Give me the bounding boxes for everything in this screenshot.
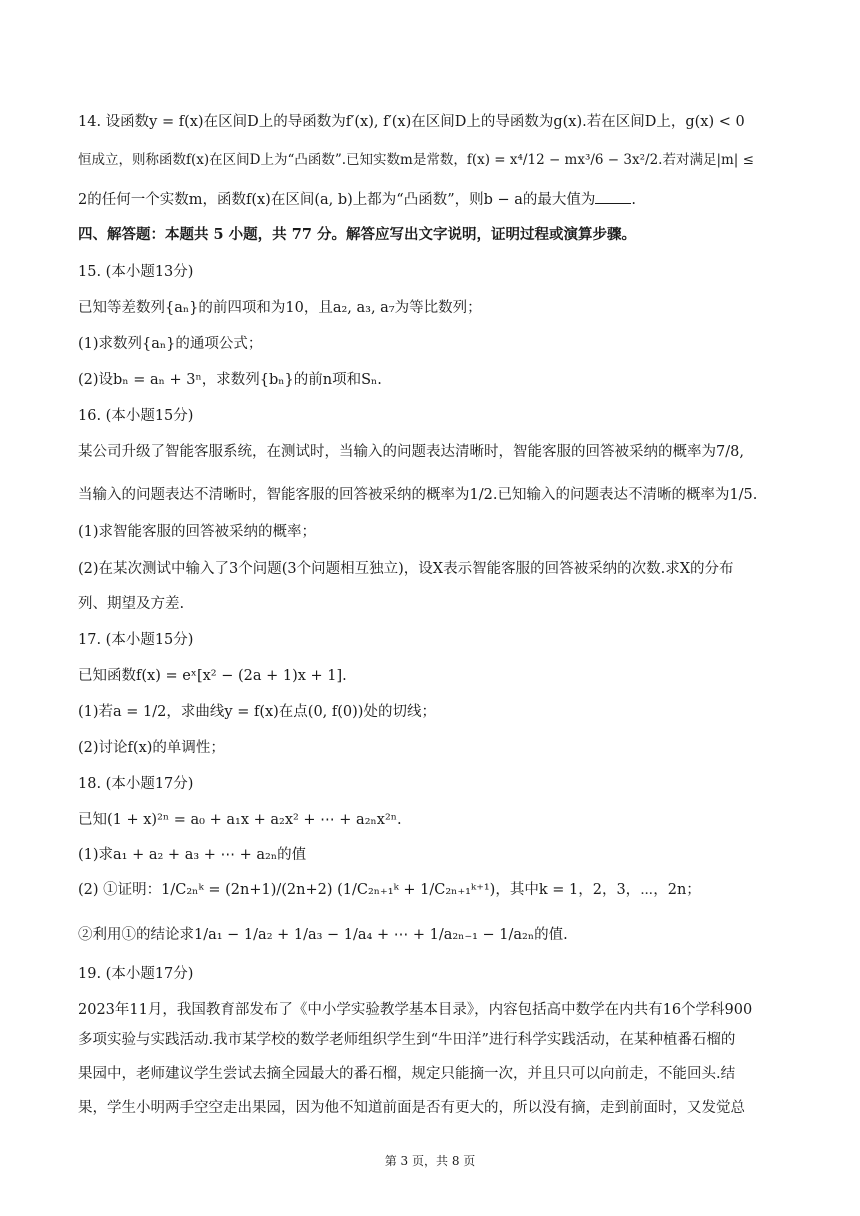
q17-stem: 已知函数f(x) = eˣ[x² − (2a + 1)x + 1]. (78, 668, 347, 684)
q16-part-2-line-2: 列、期望及方差. (78, 596, 185, 612)
q17-part-1: (1)若a = 1/2，求曲线y = f(x)在点(0, f(0))处的切线； (78, 704, 436, 720)
q16-stem-2: 当输入的问题表达不清晰时，智能客服的回答被采纳的概率为1/2.已知输入的问题表达不清晰的概率为1/5. (78, 487, 758, 503)
q18-part-1: (1)求a₁ + a₂ + a₃ + ⋯ + a₂ₙ的值 (78, 847, 307, 863)
q16-stem-1: 某公司升级了智能客服系统，在测试时，当输入的问题表达清晰时，智能客服的回答被采纳的概率为7/8, (78, 444, 744, 460)
q14-line-2: 恒成立，则称函数f(x)在区间D上为“凸函数”.已知实数m是常数，f(x) = x⁴/12 − mx³/6 − 3x²/2.若对满足|m| ≤ (78, 152, 754, 168)
section-heading: 四、解答题：本题共 5 小题，共 77 分。解答应写出文字说明，证明过程或演算步骤。 (78, 226, 636, 243)
q19-stem-3: 果园中，老师建议学生尝试去摘全园最大的番石榴，规定只能摘一次，并且只可以向前走，不能回头.结 (78, 1066, 736, 1082)
q14-line-1: 14. 设函数y = f(x)在区间D上的导函数为f′(x), f′(x)在区间D上的导函数为g(x).若在区间D上，g(x) < 0 (78, 114, 745, 130)
q18-heading: 18. (本小题17分) (78, 776, 194, 792)
q17-heading: 17. (本小题15分) (78, 632, 194, 648)
q15-stem: 已知等差数列{aₙ}的前四项和为10，且a₂, a₃, a₇为等比数列； (78, 300, 482, 316)
q17-part-2: (2)讨论f(x)的单调性； (78, 740, 225, 756)
q19-heading: 19. (本小题17分) (78, 966, 194, 982)
q15-heading: 15. (本小题13分) (78, 264, 194, 280)
q19-stem-2: 多项实验与实践活动.我市某学校的数学老师组织学生到“牛田洋”进行科学实践活动，在某种植番石榴的 (78, 1032, 736, 1048)
q16-part-2-line-1: (2)在某次测试中输入了3个问题(3个问题相互独立)，设X表示智能客服的回答被采纳的次数.求X的分布 (78, 561, 734, 577)
q16-heading: 16. (本小题15分) (78, 408, 194, 424)
q14-line-3: 2的任何一个实数m，函数f(x)在区间(a, b)上都为“凸函数”，则b − a的最大值为 . (78, 192, 637, 208)
q19-stem-4: 果，学生小明两手空空走出果园，因为他不知道前面是否有更大的，所以没有摘，走到前面时，又发觉总 (78, 1100, 745, 1116)
q18-part-2-proof: (2) ①证明：1/C₂ₙᵏ = (2n+1)/(2n+2) (1/C₂ₙ₊₁ᵏ + 1/C₂ₙ₊₁ᵏ⁺¹)，其中k = 1，2，3，⋯，2n； (78, 882, 701, 898)
q19-stem-1: 2023年11月，我国教育部发布了《中小学实验教学基本目录》，内容包括高中数学在内共有16个学科900 (78, 1002, 753, 1018)
page-footer: 第 3 页，共 8 页 (384, 1154, 476, 1168)
q16-part-1: (1)求智能客服的回答被采纳的概率； (78, 524, 317, 540)
q15-part-2: (2)设bₙ = aₙ + 3ⁿ，求数列{bₙ}的前n项和Sₙ. (78, 372, 382, 388)
q14-line-3-text: 2的任何一个实数m，函数f(x)在区间(a, b)上都为“凸函数”，则b − a的最大值为 (78, 192, 596, 208)
q15-part-1: (1)求数列{aₙ}的通项公式； (78, 336, 263, 352)
q18-part-2-sum: ②利用①的结论求1/a₁ − 1/a₂ + 1/a₃ − 1/a₄ + ⋯ + 1/a₂ₙ₋₁ − 1/a₂ₙ的值. (78, 927, 568, 943)
answer-blank (595, 203, 631, 204)
q18-stem: 已知(1 + x)²ⁿ = a₀ + a₁x + a₂x² + ⋯ + a₂ₙx²ⁿ. (78, 812, 402, 828)
